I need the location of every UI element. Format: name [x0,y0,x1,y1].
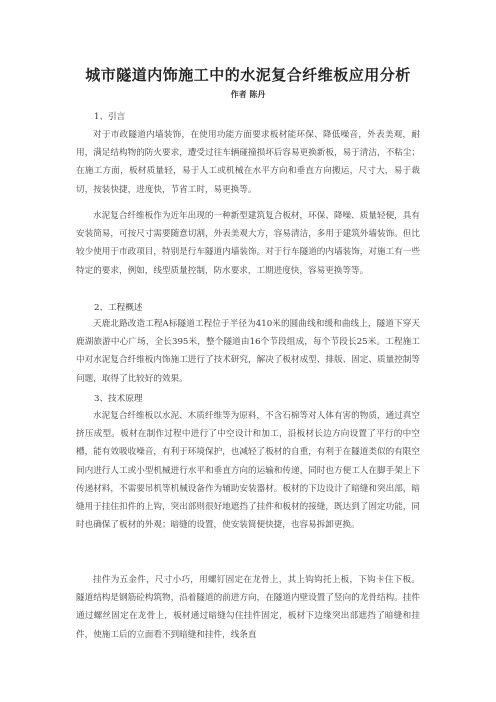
section-heading-principle: 3、技术原理 [94,394,143,404]
paragraph: 挂件为五金件，尺寸小巧，用螺钉固定在龙骨上，其上钩钩托上板，下钩卡住下板。 隧道结构是钢筋砼构筑物，沿着隧道的前进方向，在隧道内壁设置了竖向的龙骨结构。挂件通过螺丝固定在龙骨上，板材通过暗缝勾住挂件固定，板材下边缘突出部遮挡了暗缝和挂件，使施工后的立面看不到暗缝和挂件，线条直 [76,575,420,640]
document-author: 作者 陈丹 [230,90,266,99]
section-heading-introduction: 1、引言 [94,112,126,122]
document-title: 城市隧道内饰施工中的水泥复合纤维板应用分析 [85,66,411,84]
section-heading-overview: 2、工程概述 [94,303,143,313]
paragraph: 天鹿北路改造工程A标隧道工程位于半径为410米的圆曲线和缓和曲线上，隧道下穿天鹿湖旅游中心广场，全长395米，整个隧道由16个节段组成，每个节段长25米。工程施工中对水泥复合纤维板内饰施工进行了技术研究，解决了板材成型、排版、固定、质量控制等问题，取得了比较好的效果。 [76,319,420,384]
paragraph: 水泥复合纤维板以水泥、木质纤维等为原料，不含石棉等对人体有害的物质，通过真空挤压成型。板材在制作过程中进行了中空设计和加工，沿板材长边方向设置了平行的中空槽，能有效吸收噪音，有利于环境保护，也减轻了板材的自重，有利于在隧道类似的有限空间内进行人工或小型机械进行水平和垂直方向的运输和传递，同时也方便工人在脚手架上下传递材料，不需要吊机等机械设备作为辅助安装器材。板材的下边设计了暗缝和突出部，暗缝用于挂住扣件的上钩，突出部则很好地遮挡了挂件和板材的接缝，既达到了固定功能，同时也确保了板材的外观；暗缝的设置，使安装简便快捷，也容易拆卸更换。 [76,411,420,531]
paragraph: 水泥复合纤维板作为近年出现的一种新型建筑复合板材，环保、降噪、质量轻便，具有安装简易，可按尺寸需要随意切割，外表美观大方，容易清洁，多用于建筑外墙装饰。但比较少使用于市政项目，特别是行车隧道内墙装饰。对于行车隧道的内墙装饰，对施工有一些特定的要求，例如，线型质量控制，防水要求，工期进度快，容易更换等等。 [76,211,420,276]
paragraph: 对于市政隧道内墙装饰，在使用功能方面要求板材能环保、降低噪音，外表美观，耐用，满足结构物的防火要求，遭受过往车辆碰撞损坏后容易更换新板，易于清洁，不粘尘；在施工方面，板材质量轻，易于人工或机械在水平方向和垂直方向搬运，尺寸大，易于裁切，按装快捷，进度快，节省工时，易更换等。 [76,130,420,195]
